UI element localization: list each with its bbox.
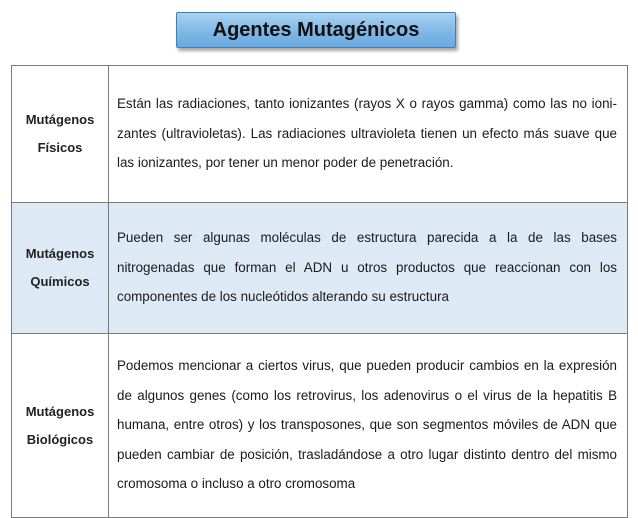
page-title-text: Agentes Mutagénicos [212, 18, 420, 41]
row-label-biologicos [12, 334, 109, 518]
row-label-line1: Mutágenos [25, 403, 95, 419]
row-label-line1: Mutágenos [25, 246, 95, 261]
row-description-biologicos: Podemos mencionar a ciertos virus, que pueden producir cambios en la expresión de algunos genes (como los retrovirus, los adenovirus o el virus de la hepatitis B humana, entre otros) y los transposones, que son segmentos móviles de ADN que pueden cambiar de posición, trasladándose a otro lugar distinto dentro del mismo cromosoma o incluso a otro cromosoma [109, 334, 628, 518]
row-label-line2: Físicos [37, 140, 83, 155]
row-label-fisicos [12, 66, 109, 203]
table-row-quimicos [12, 203, 628, 334]
row-label-line2: Químicos [30, 274, 90, 289]
page-title [176, 12, 456, 48]
table-row-fisicos [12, 66, 628, 203]
row-label-line1: Mutágenos [25, 112, 95, 127]
table-row-biologicos [12, 334, 628, 518]
row-description-quimicos: Pueden ser algunas moléculas de estructura parecida a la de las bases nitrogenadas que forman el ADN u otros productos que reaccionan con los componentes de los nucleótidos alterando su estructura [109, 203, 628, 334]
mutagens-table [11, 65, 628, 518]
row-description-fisicos: Están las radiaciones, tanto ionizantes (rayos X o rayos gamma) como las no ioni-zantes (ultravioletas). Las radiaciones ultravioleta tienen un efecto más suave que las ionizantes, por tener un menor poder de penetración. [109, 66, 628, 203]
row-label-line2: Biológicos [26, 431, 94, 447]
row-label-quimicos [12, 203, 109, 334]
